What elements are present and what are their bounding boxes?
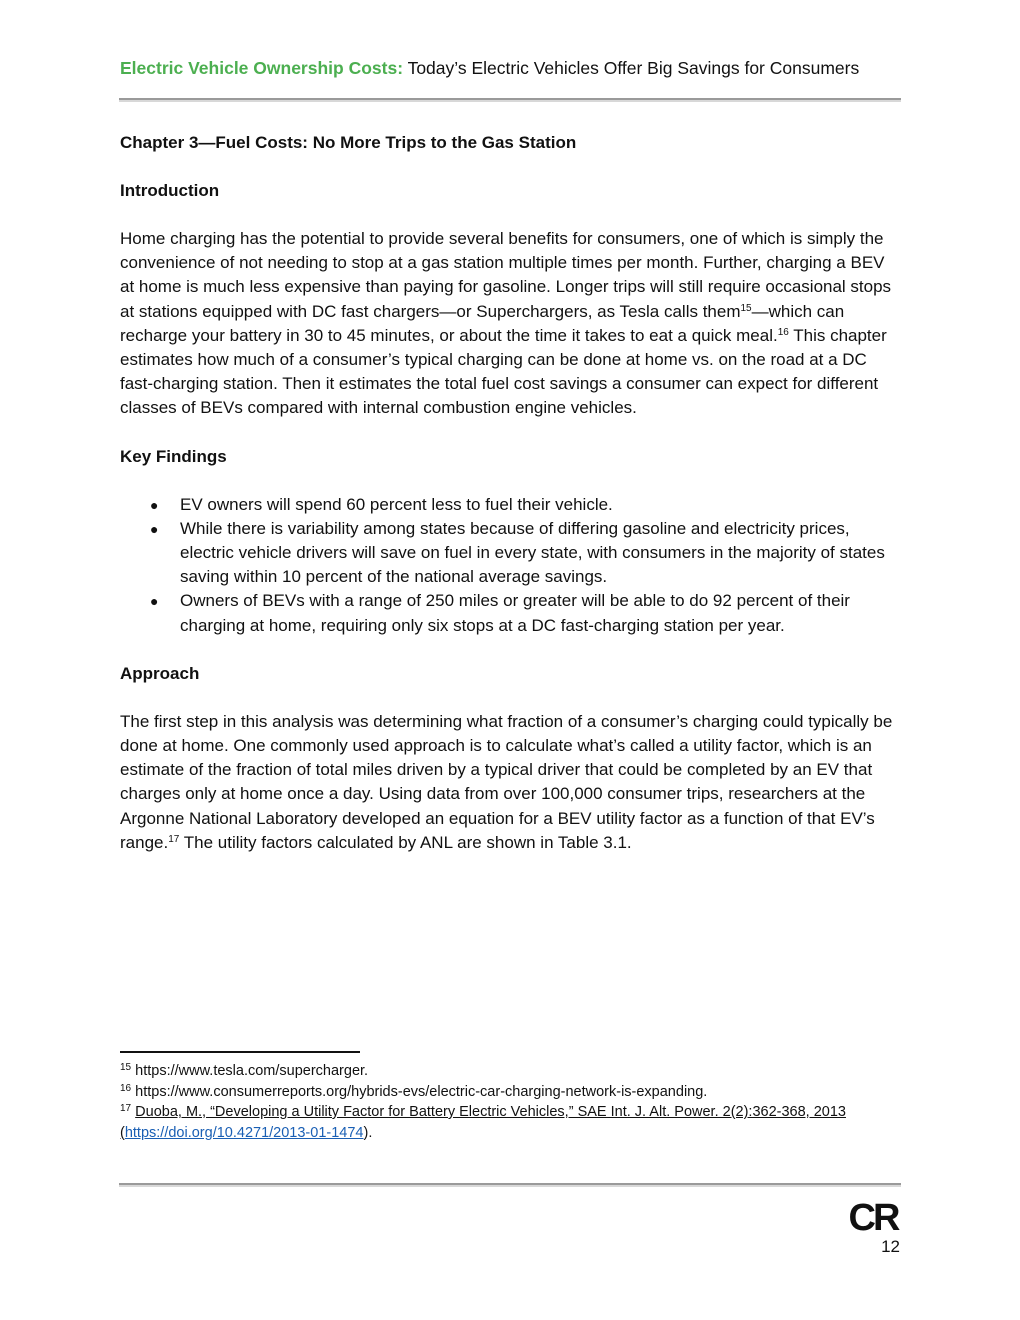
approach-paragraph <box>120 710 900 855</box>
footnote-ref-16[interactable]: 16 <box>777 327 789 339</box>
footnote-16: $^{16}$ https://www.consumerreports.org/hybrids-evs/electric-car-charging-network-is-expanding. <box>120 1082 708 1100</box>
footnote-ref-17[interactable]: 17 <box>168 834 180 846</box>
introduction-paragraph <box>120 227 900 421</box>
footnote-divider <box>120 1051 360 1053</box>
approach-heading: Approach <box>120 663 200 683</box>
bullet-icon: ● <box>150 520 159 537</box>
doi-link[interactable]: https://doi.org/10.4271/2013-01-1474 <box>124 1124 364 1141</box>
footnotes <box>120 1061 900 1143</box>
header-divider <box>119 98 901 102</box>
footnote-tail: ). <box>363 1124 373 1141</box>
approach-text-a: The first step in this analysis was determining what fraction of a consumer’s charging could typically be done at home. One commonly used approach is to calculate what’s called a utility factor, which is an estimate of the fraction of total miles driven by a typical driver that could be completed by an EV that charges only at home once a day. Using data from over 100,000 consumer trips, researchers at the Argonne National Laboratory developed an equation for a BEV utility factor as a function of that EV’s range. <box>120 711 893 852</box>
approach-text-b: The utility factors calculated by ANL are shown in Table 3.1. <box>179 832 632 852</box>
footnote-17: $^{17}$ Duoba, M., “Developing a Utility Factor for Battery Electric Vehicles,” SAE Int. J. Alt. Power. 2(2):362-368, 2013 (https://doi.org/10.4271/2013-01-1474). <box>120 1103 846 1141</box>
list-item: ● Owners of BEVs with a range of 250 miles or greater will be able to do 92 percent of their charging at home, requiring only six stops at a DC fast-charging station per year. <box>150 591 850 635</box>
list-item: ● EV owners will spend 60 percent less to fuel their vehicle. <box>120 493 900 517</box>
introduction-heading: Introduction <box>120 181 220 200</box>
footnote-text: https://www.consumerreports.org/hybrids-evs/electric-car-charging-network-is-expanding. <box>131 1083 708 1100</box>
logo-text: CR <box>848 1199 898 1235</box>
intro-text-a: Home charging has the potential to provide several benefits for consumers, one of which is simply the convenience of not needing to stop at a gas station multiple times per month. Further, charging a BEV at home is much less expensive than paying for gasoline. Longer trips will still require occasional stops at stations equipped with DC fast chargers—or Superchargers, as Tesla calls them <box>120 229 892 321</box>
key-findings-heading: Key Findings <box>120 446 227 466</box>
key-findings-list <box>120 493 900 638</box>
running-header <box>120 58 900 79</box>
footnote-citation: Duoba, M., “Developing a Utility Factor for Battery Electric Vehicles,” SAE Int. J. Alt. Power. 2(2):362-368, 2013 ( <box>120 1104 846 1141</box>
footer-divider <box>119 1183 901 1187</box>
footnote-15: $^{15}$ https://www.tesla.com/supercharger. <box>120 1062 369 1079</box>
bullet-icon: ● <box>150 593 159 610</box>
header-title-accent: Electric Vehicle Ownership Costs: <box>120 58 404 78</box>
footnote-ref-15[interactable]: 15 <box>740 302 752 314</box>
header-title-rest: Today’s Electric Vehicles Offer Big Savings for Consumers <box>403 58 860 78</box>
page-number: 12 <box>881 1237 900 1256</box>
intro-text-b: —which can recharge your battery in 30 to 45 minutes, or about the time it takes to eat a quick meal. <box>120 301 845 345</box>
list-item: ● While there is variability among states because of differing gasoline and electricity prices, electric vehicle drivers will save on fuel in every state, with consumers in the majority of states saving within 10 percent of the national average savings. <box>150 518 885 587</box>
footnote-text: https://www.tesla.com/supercharger. <box>131 1063 369 1079</box>
cr-logo-icon <box>845 1199 901 1235</box>
main-content <box>120 131 900 855</box>
intro-text-c: This chapter estimates how much of a consumer’s typical charging can be done at home vs. on the road at a DC fast-charging station. Then it estimates the total fuel cost savings a consumer can expect for different classes of BEVs compared with internal combustion engine vehicles. <box>120 325 887 418</box>
bullet-icon: ● <box>150 496 159 513</box>
chapter-title: Chapter 3—Fuel Costs: No More Trips to the Gas Station <box>120 133 577 152</box>
